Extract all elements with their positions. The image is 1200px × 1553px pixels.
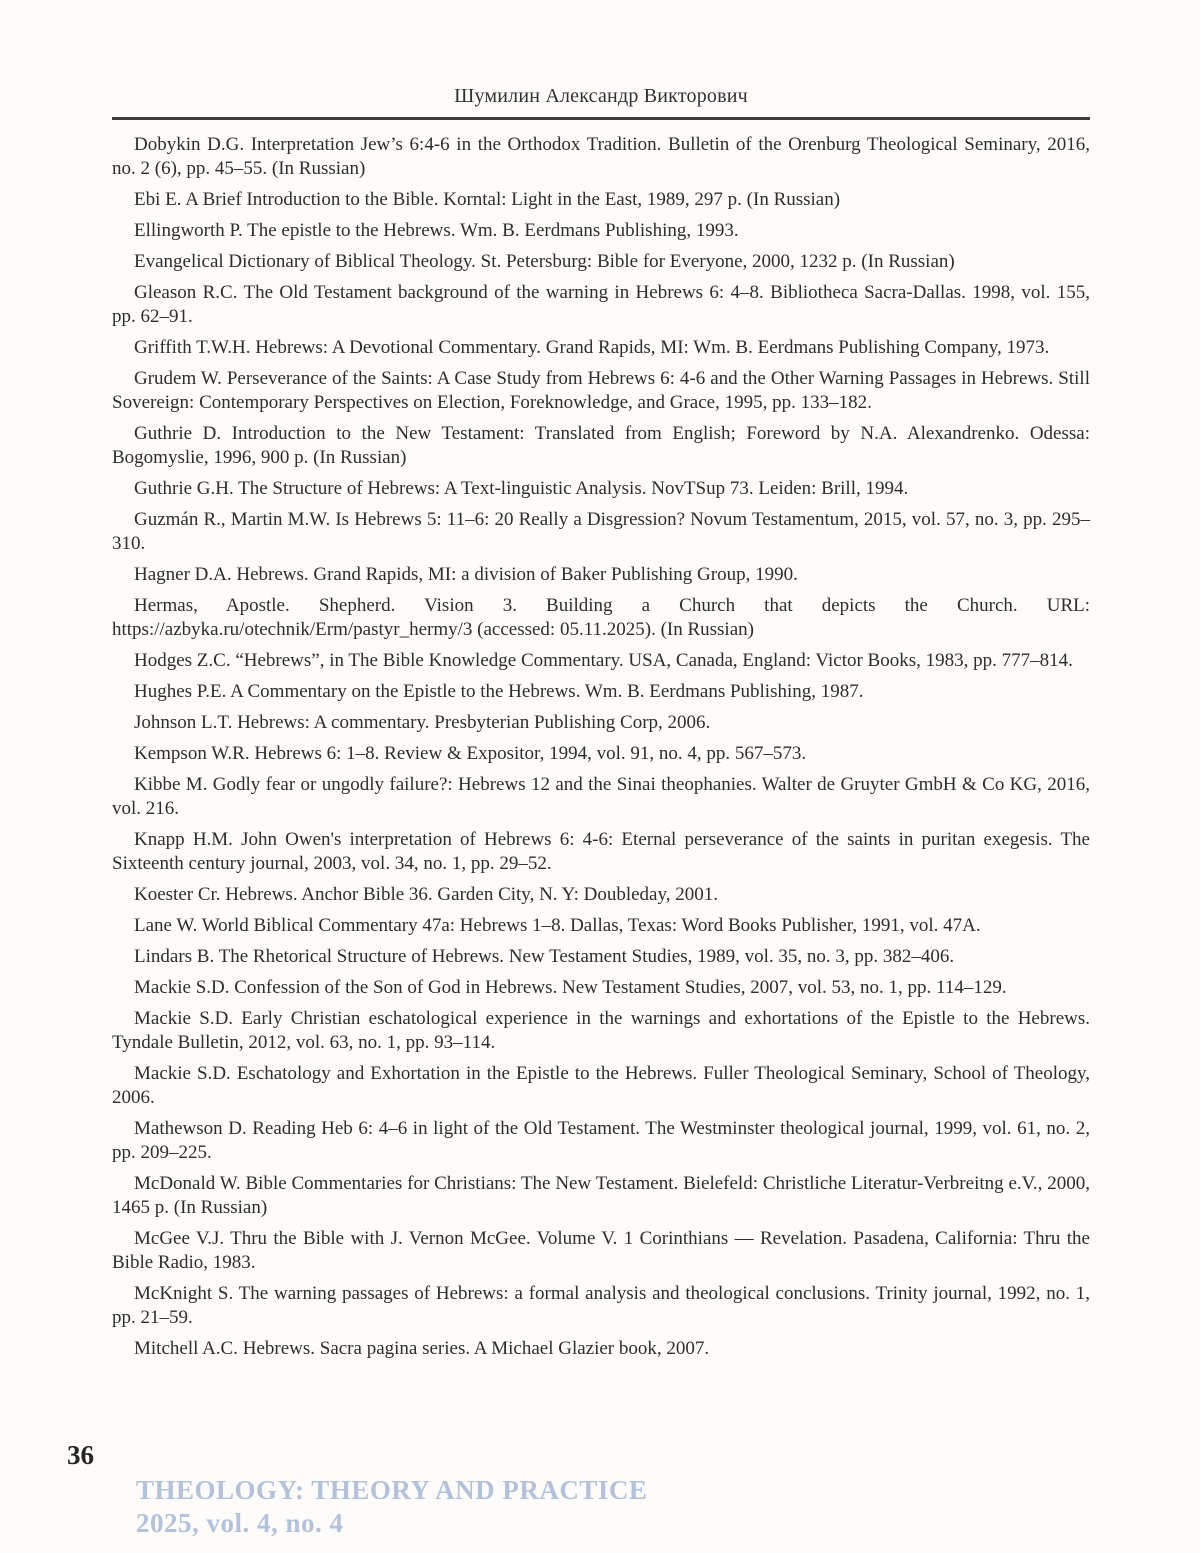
- bibliography-entry: Hodges Z.C. “Hebrews”, in The Bible Knowledge Commentary. USA, Canada, England: Victor Books, 1983, pp. 777–814.: [134, 650, 1073, 671]
- bibliography-entry: Guthrie D. Introduction to the New Testament: Translated from English; Foreword by N.A. Alexandrenko. Odessa: Bogomyslie, 1996, 900 p. (In Russian): [112, 423, 1090, 468]
- bibliography-entry: Mathewson D. Reading Heb 6: 4–6 in light of the Old Testament. The Westminster theological journal, 1999, vol. 61, no. 2, pp. 209–225.: [112, 1118, 1090, 1163]
- bibliography-entry: Mitchell A.C. Hebrews. Sacra pagina series. A Michael Glazier book, 2007.: [134, 1338, 710, 1359]
- text-block: [112, 84, 1090, 1368]
- bibliography-entry: Hagner D.A. Hebrews. Grand Rapids, MI: a division of Baker Publishing Group, 1990.: [134, 564, 798, 585]
- bibliography-entry: Hermas, Apostle. Shepherd. Vision 3. Building a Church that depicts the Church. URL: https://azbyka.ru/otechnik/Erm/pastyr_hermy/3 (accessed: 05.11.2025). (In Russian): [112, 595, 1090, 640]
- bibliography-entry: Kempson W.R. Hebrews 6: 1–8. Review & Expositor, 1994, vol. 91, no. 4, pp. 567–573.: [134, 743, 807, 764]
- bibliography-entry: Griffith T.W.H. Hebrews: A Devotional Commentary. Grand Rapids, MI: Wm. B. Eerdmans Publishing Company, 1973.: [134, 337, 1050, 358]
- bibliography-entry: Koester Cr. Hebrews. Anchor Bible 36. Garden City, N. Y: Doubleday, 2001.: [134, 884, 718, 905]
- bibliography-entry: Lindars B. The Rhetorical Structure of Hebrews. New Testament Studies, 1989, vol. 35, no. 3, pp. 382–406.: [134, 946, 955, 967]
- bibliography-entry: McDonald W. Bible Commentaries for Christians: The New Testament. Bielefeld: Christliche Literatur-Verbreitng e.V., 2000, 1465 p. (In Russian): [112, 1173, 1090, 1218]
- bibliography-entry: Mackie S.D. Confession of the Son of God in Hebrews. New Testament Studies, 2007, vol. 53, no. 1, pp. 114–129.: [134, 977, 1007, 998]
- bibliography-list: [112, 133, 1090, 1361]
- bibliography-entry: Gleason R.C. The Old Testament background of the warning in Hebrews 6: 4–8. Bibliotheca Sacra-Dallas. 1998, vol. 155, pp. 62–91.: [112, 282, 1090, 327]
- bibliography-entry: Johnson L.T. Hebrews: A commentary. Presbyterian Publishing Corp, 2006.: [134, 712, 711, 733]
- bibliography-entry: Hughes P.E. A Commentary on the Epistle to the Hebrews. Wm. B. Eerdmans Publishing, 1987.: [134, 681, 864, 702]
- bibliography-entry: Dobykin D.G. Interpretation Jew’s 6:4-6 in the Orthodox Tradition. Bulletin of the Orenburg Theological Seminary, 2016, no. 2 (6), pp. 45–55. (In Russian): [112, 134, 1090, 179]
- bibliography-entry: McKnight S. The warning passages of Hebrews: a formal analysis and theological conclusions. Trinity journal, 1992, no. 1, pp. 21–59.: [112, 1283, 1090, 1328]
- header-rule: [112, 117, 1090, 120]
- bibliography-entry: Guzmán R., Martin M.W. Is Hebrews 5: 11–6: 20 Really a Disgression? Novum Testamentum, 2015, vol. 57, no. 3, pp. 295–310.: [112, 509, 1090, 554]
- page-number: 36: [67, 1440, 94, 1470]
- bibliography-entry: Lane W. World Biblical Commentary 47a: Hebrews 1–8. Dallas, Texas: Word Books Publisher, 1991, vol. 47A.: [134, 915, 981, 936]
- bibliography-entry: Mackie S.D. Early Christian eschatological experience in the warnings and exhortations of the Epistle to the Hebrews. Tyndale Bulletin, 2012, vol. 63, no. 1, pp. 93–114.: [112, 1008, 1090, 1053]
- bibliography-entry: Ebi E. A Brief Introduction to the Bible. Korntal: Light in the East, 1989, 297 p. (In Russian): [134, 189, 841, 210]
- bibliography-entry: Evangelical Dictionary of Biblical Theology. St. Petersburg: Bible for Everyone, 2000, 1232 p. (In Russian): [134, 251, 955, 272]
- journal-issue: 2025, vol. 4, no. 4: [136, 1508, 344, 1538]
- bibliography-entry: Ellingworth P. The epistle to the Hebrews. Wm. B. Eerdmans Publishing, 1993.: [134, 220, 739, 241]
- bibliography-entry: Grudem W. Perseverance of the Saints: A Case Study from Hebrews 6: 4-6 and the Other Warning Passages in Hebrews. Still Sovereign: Contemporary Perspectives on Election, Foreknowledge, and Grace, 1995, pp. 133–182.: [112, 368, 1090, 413]
- bibliography-entry: Kibbe M. Godly fear or ungodly failure?: Hebrews 12 and the Sinai theophanies. Walter de Gruyter GmbH & Co KG, 2016, vol. 216.: [112, 774, 1090, 819]
- bibliography-entry: McGee V.J. Thru the Bible with J. Vernon McGee. Volume V. 1 Corinthians — Revelation. Pasadena, California: Thru the Bible Radio, 1983.: [112, 1228, 1090, 1273]
- journal-title: THEOLOGY: THEORY AND PRACTICE: [136, 1475, 648, 1505]
- bibliography-entry: Guthrie G.H. The Structure of Hebrews: A Text-linguistic Analysis. NovTSup 73. Leiden: Brill, 1994.: [134, 478, 909, 499]
- journal-footer: [136, 1474, 647, 1540]
- bibliography-entry: Mackie S.D. Eschatology and Exhortation in the Epistle to the Hebrews. Fuller Theological Seminary, School of Theology, 2006.: [112, 1063, 1090, 1108]
- bibliography-entry: Knapp H.M. John Owen's interpretation of Hebrews 6: 4-6: Eternal perseverance of the saints in puritan exegesis. The Sixteenth century journal, 2003, vol. 34, no. 1, pp. 29–52.: [112, 829, 1090, 874]
- running-head-author: Шумилин Александр Викторович: [454, 85, 748, 107]
